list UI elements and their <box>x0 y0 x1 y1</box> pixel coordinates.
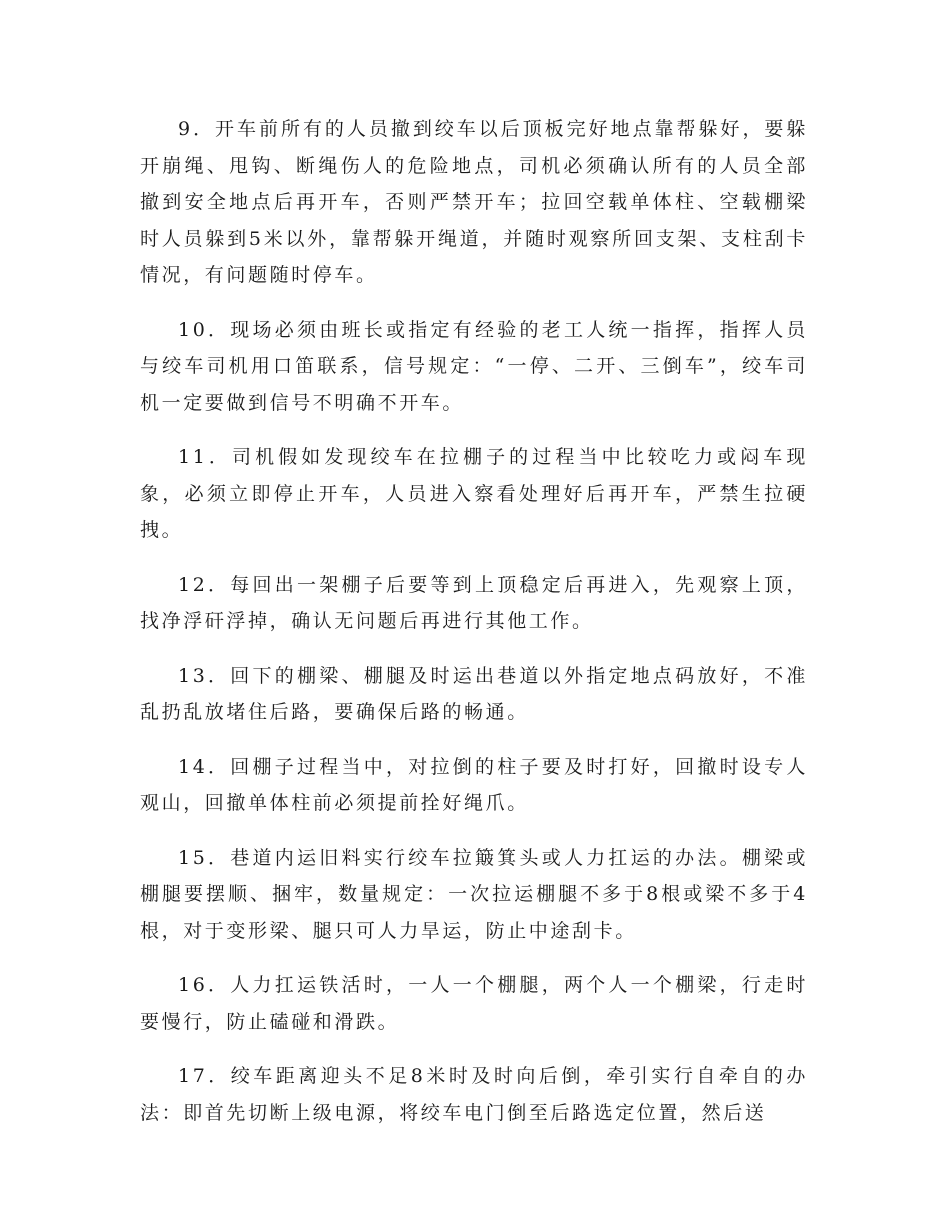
paragraph-13: 13．回下的棚梁、棚腿及时运出巷道以外指定地点码放好，不准乱扔乱放堵住后路，要确保后路的畅通。 <box>140 664 808 723</box>
paragraph-16: 16．人力扛运铁活时，一人一个棚腿，两个人一个棚梁，行走时要慢行，防止磕碰和滑跌。 <box>140 974 808 1033</box>
paragraph-10: 10．现场必须由班长或指定有经验的老工人统一指挥，指挥人员与绞车司机用口笛联系，信号规定：“一停、二开、三倒车”，绞车司机一定要做到信号不明确不开车。 <box>140 318 808 414</box>
document-body <box>140 111 808 1149</box>
paragraph-14: 14．回棚子过程当中，对拉倒的柱子要及时打好，回撤时设专人观山，回撤单体柱前必须提前拴好绳爪。 <box>140 755 808 814</box>
paragraph-12: 12．每回出一架棚子后要等到上顶稳定后再进入，先观察上顶，找净浮矸浮掉，确认无问题后再进行其他工作。 <box>140 573 808 632</box>
paragraph-11: 11．司机假如发现绞车在拉棚子的过程当中比较吃力或闷车现象，必须立即停止开车，人员进入察看处理好后再开车，严禁生拉硬拽。 <box>140 446 808 541</box>
paragraph-17: 17．绞车距离迎头不足8米时及时向后倒，牵引实行自牵自的办法：即首先切断上级电源，将绞车电门倒至后路选定位置，然后送 <box>140 1065 808 1124</box>
paragraph-9: 9．开车前所有的人员撤到绞车以后顶板完好地点靠帮躲好，要躲开崩绳、甩钩、断绳伤人的危险地点，司机必须确认所有的人员全部撤到安全地点后再开车，否则严禁开车；拉回空载单体柱、空载棚梁时人员躲到5米以外，靠帮躲开绳道，并随时观察所回支架、支柱刮卡情况，有问题随时停车。 <box>140 118 808 286</box>
paragraph-15: 15．巷道内运旧料实行绞车拉簸箕头或人力扛运的办法。棚梁或棚腿要摆顺、捆牢，数量规定：一次拉运棚腿不多于8根或梁不多于4根，对于变形梁、腿只可人力旱运，防止中途刮卡。 <box>140 846 808 942</box>
